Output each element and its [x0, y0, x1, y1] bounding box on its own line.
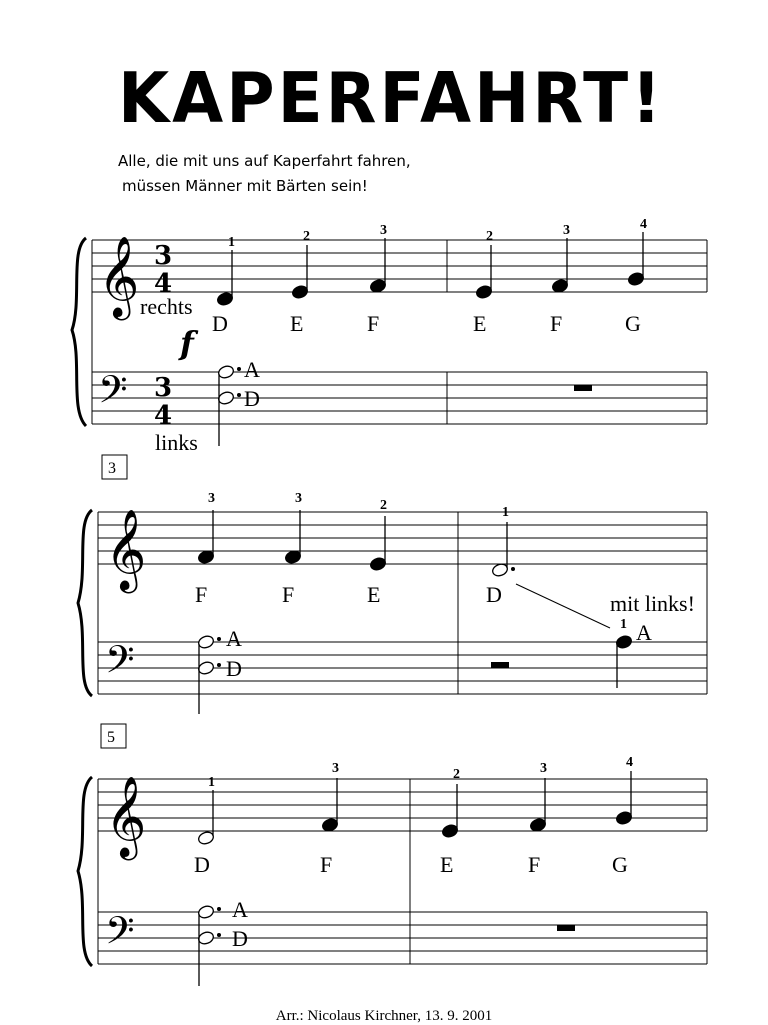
right-hand-label: rechts [140, 294, 193, 319]
time-signature-treble [154, 241, 172, 299]
fingering: 3 [380, 223, 387, 238]
note-name: G [625, 311, 641, 336]
note-name: D [194, 852, 210, 877]
mit-links-label: mit links! [610, 591, 695, 616]
system-2-bass-note-names [226, 620, 652, 681]
fingering: 2 [303, 229, 310, 244]
system-1-fingerings [228, 217, 647, 250]
note-name: D [244, 386, 260, 411]
note-name: F [550, 311, 563, 336]
time-sig-lower: 4 [154, 269, 173, 299]
measure-number: 5 [107, 729, 115, 746]
whole-rest [574, 385, 592, 391]
note [369, 516, 387, 572]
song-title: KAPERFAHRT! [118, 58, 665, 139]
fingering: 2 [380, 498, 387, 513]
note [197, 510, 215, 565]
dynamic-marking: f [180, 324, 194, 362]
note-name: G [612, 852, 628, 877]
note [216, 250, 234, 307]
note-name: D [226, 656, 242, 681]
fingering: 3 [208, 491, 215, 506]
fingering: 1 [208, 775, 215, 790]
system-3-treble-note-names [194, 852, 628, 877]
system-1-treble-notes [216, 232, 645, 307]
system-3-fingerings [208, 755, 633, 790]
note-name: F [320, 852, 333, 877]
note-name: E [367, 582, 381, 607]
note-name: F [367, 311, 380, 336]
system-2-bass-staff [98, 642, 707, 694]
left-hand-label: links [155, 430, 198, 455]
treble-clef-icon: 𝄞 [105, 775, 147, 857]
measure-number: 3 [108, 460, 116, 477]
clefs [98, 235, 146, 962]
time-sig-lower: 4 [154, 401, 173, 431]
system-1-bass-note-names [244, 357, 260, 411]
system-3-brace [78, 777, 92, 966]
bass-clef-icon: 𝄢 [105, 908, 135, 962]
fingering: 4 [626, 755, 633, 770]
lyric-line-1: Alle, die mit uns auf Kaperfahrt fahren, [118, 152, 411, 170]
system-1-treble-note-names [212, 311, 641, 336]
note-name: E [473, 311, 487, 336]
bass-clef-icon: 𝄢 [98, 367, 128, 421]
note-name: A [636, 620, 652, 645]
note [284, 510, 302, 565]
whole-rest [557, 925, 575, 931]
lyric-line-2: müssen Männer mit Bärten sein! [122, 177, 368, 195]
note-name: A [232, 897, 248, 922]
system-1-bass-chord [217, 364, 241, 446]
treble-clef-icon: 𝄞 [105, 508, 147, 590]
note-name: A [226, 626, 242, 651]
system-2-treble-staff [98, 512, 707, 564]
system-2-brace [78, 510, 92, 696]
half-note [491, 522, 515, 578]
system-1-treble-staff [92, 240, 707, 292]
note-name: F [195, 582, 208, 607]
note-name: E [440, 852, 454, 877]
system-1-bass-staff [92, 372, 707, 424]
note-name: D [486, 582, 502, 607]
fingering: 3 [295, 491, 302, 506]
note-name: D [232, 926, 248, 951]
bass-clef-icon: 𝄢 [105, 637, 135, 691]
fingering: 2 [453, 767, 460, 782]
note-name: F [528, 852, 541, 877]
cross-staff-line [516, 584, 610, 628]
fingering: 3 [563, 223, 570, 238]
fingering: 1 [620, 617, 627, 632]
fingering: 2 [486, 229, 493, 244]
fingering: 1 [228, 235, 235, 250]
system-2-treble-note-names [195, 582, 502, 607]
time-sig-upper: 3 [154, 373, 173, 403]
fingering: 4 [640, 217, 647, 232]
note-name: A [244, 357, 260, 382]
time-sig-upper: 3 [154, 241, 173, 271]
system-3-treble-staff [98, 779, 707, 831]
system-1-brace [72, 238, 86, 426]
system-2-treble-notes [197, 510, 515, 578]
note-name: E [290, 311, 304, 336]
system-3-bass-staff [98, 912, 707, 964]
fingering: 3 [332, 761, 339, 776]
arranger-credit: Arr.: Nicolaus Kirchner, 13. 9. 2001 [275, 1008, 493, 1024]
note-name: F [282, 582, 295, 607]
fingering: 1 [502, 505, 509, 520]
time-signature-bass [154, 373, 172, 431]
system-2-bass-note [615, 634, 633, 688]
system-3-treble-notes [197, 771, 633, 846]
treble-clef-icon: 𝄞 [98, 235, 140, 317]
system-2-bass-chord [197, 634, 221, 714]
note-name: D [212, 311, 228, 336]
system-3-bass-note-names [232, 897, 248, 951]
whole-rest [491, 662, 509, 668]
system-3-bass-chord [197, 904, 221, 986]
fingering: 3 [540, 761, 547, 776]
